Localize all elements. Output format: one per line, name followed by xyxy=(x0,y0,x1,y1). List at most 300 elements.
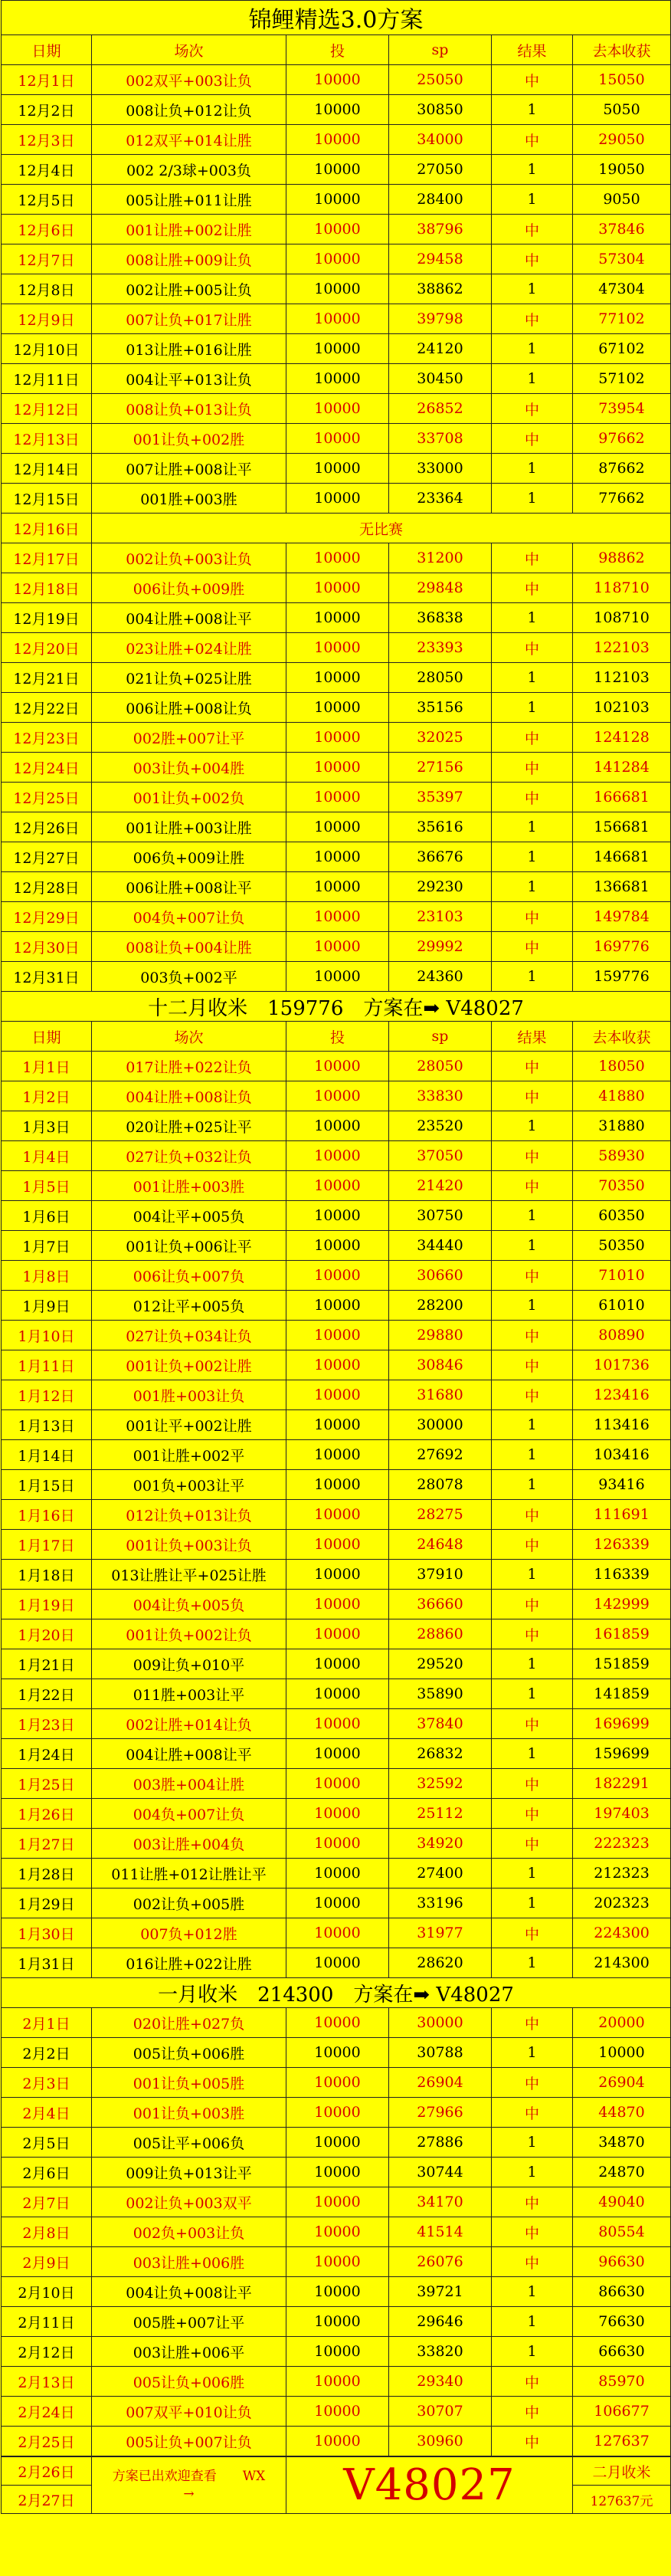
match-cell: 012让负+013让负 xyxy=(92,1500,286,1530)
gain-cell: 141284 xyxy=(573,753,671,783)
result-cell: 1 xyxy=(492,1859,573,1889)
date-cell: 1月28日 xyxy=(2,1859,92,1889)
gain-cell: 169699 xyxy=(573,1709,671,1739)
date-cell: 2月10日 xyxy=(2,2277,92,2307)
sp-cell: 30000 xyxy=(389,2008,492,2038)
result-cell: 中 xyxy=(492,215,573,244)
bet-cell: 10000 xyxy=(286,1440,389,1470)
date-cell: 12月20日 xyxy=(2,633,92,663)
bet-cell: 10000 xyxy=(286,334,389,364)
date-cell: 1月4日 xyxy=(2,1141,92,1171)
result-cell: 1 xyxy=(492,663,573,693)
result-cell: 中 xyxy=(492,2367,573,2397)
results-table xyxy=(1,0,671,2456)
date-cell: 1月30日 xyxy=(2,1918,92,1948)
results-sheet xyxy=(1,0,670,2514)
sp-cell: 35397 xyxy=(389,783,492,812)
bet-cell: 10000 xyxy=(286,2217,389,2247)
gain-cell: 77662 xyxy=(573,484,671,514)
result-cell: 1 xyxy=(492,1291,573,1321)
sp-cell: 30744 xyxy=(389,2158,492,2187)
sp-cell: 29848 xyxy=(389,573,492,603)
sp-cell: 33196 xyxy=(389,1889,492,1918)
result-cell: 中 xyxy=(492,304,573,334)
bet-cell: 10000 xyxy=(286,1231,389,1261)
bet-cell: 10000 xyxy=(286,1889,389,1918)
match-cell: 004负+007让负 xyxy=(92,1799,286,1829)
gain-cell: 101736 xyxy=(573,1350,671,1380)
match-cell: 001让负+003让负 xyxy=(92,1530,286,1560)
gain-cell: 80554 xyxy=(573,2217,671,2247)
result-cell: 1 xyxy=(492,2277,573,2307)
bet-cell: 10000 xyxy=(286,1560,389,1590)
match-cell: 007双平+010让负 xyxy=(92,2397,286,2427)
match-cell: 007让负+017让胜 xyxy=(92,304,286,334)
gain-cell: 10000 xyxy=(573,2038,671,2068)
table-row xyxy=(2,1171,671,1201)
date-cell: 12月16日 xyxy=(2,514,92,543)
bet-cell: 10000 xyxy=(286,812,389,842)
gain-cell: 73954 xyxy=(573,394,671,424)
gain-cell: 166681 xyxy=(573,783,671,812)
sp-cell: 32025 xyxy=(389,723,492,753)
match-cell: 006让负+007负 xyxy=(92,1261,286,1291)
footer-notice xyxy=(92,2457,286,2514)
table-row xyxy=(2,215,671,244)
gain-cell: 98862 xyxy=(573,543,671,573)
bet-cell: 10000 xyxy=(286,2367,389,2397)
table-row xyxy=(2,364,671,394)
sp-cell: 30707 xyxy=(389,2397,492,2427)
match-cell: 006负+009让胜 xyxy=(92,842,286,872)
gain-cell: 124128 xyxy=(573,723,671,753)
sp-cell: 30850 xyxy=(389,95,492,125)
gain-cell: 58930 xyxy=(573,1141,671,1171)
bet-cell: 10000 xyxy=(286,872,389,902)
date-cell: 1月23日 xyxy=(2,1709,92,1739)
bet-cell: 10000 xyxy=(286,2337,389,2367)
result-cell: 1 xyxy=(492,2158,573,2187)
date-cell: 1月21日 xyxy=(2,1649,92,1679)
gain-cell: 5050 xyxy=(573,95,671,125)
match-cell: 004让胜+008让平 xyxy=(92,1739,286,1769)
date-cell: 2月4日 xyxy=(2,2098,92,2128)
date-cell: 12月24日 xyxy=(2,753,92,783)
bet-cell: 10000 xyxy=(286,1918,389,1948)
gain-cell: 31880 xyxy=(573,1111,671,1141)
gain-cell: 41880 xyxy=(573,1081,671,1111)
result-cell: 中 xyxy=(492,2068,573,2098)
match-cell: 003负+002平 xyxy=(92,962,286,992)
gain-cell: 111691 xyxy=(573,1500,671,1530)
gain-cell: 50350 xyxy=(573,1231,671,1261)
page-title: 锦鲤精选3.0方案 xyxy=(2,1,671,35)
table-row xyxy=(2,723,671,753)
result-cell: 1 xyxy=(492,872,573,902)
sp-cell: 33820 xyxy=(389,2337,492,2367)
sp-cell: 26852 xyxy=(389,394,492,424)
bet-cell: 10000 xyxy=(286,2277,389,2307)
bet-cell: 10000 xyxy=(286,2158,389,2187)
gain-cell: 127637 xyxy=(573,2427,671,2456)
gain-cell: 19050 xyxy=(573,155,671,185)
date-cell: 1月18日 xyxy=(2,1560,92,1590)
bet-cell: 10000 xyxy=(286,1500,389,1530)
date-cell: 12月3日 xyxy=(2,125,92,155)
table-row xyxy=(2,1889,671,1918)
bet-cell: 10000 xyxy=(286,783,389,812)
result-cell: 1 xyxy=(492,693,573,723)
sp-cell: 27886 xyxy=(389,2128,492,2158)
sp-cell: 34000 xyxy=(389,125,492,155)
table-row xyxy=(2,2187,671,2217)
result-cell: 中 xyxy=(492,753,573,783)
table-row xyxy=(2,753,671,783)
bet-cell: 10000 xyxy=(286,962,389,992)
table-row xyxy=(2,1291,671,1321)
match-cell: 001让负+006让平 xyxy=(92,1231,286,1261)
match-cell: 005让负+006胜 xyxy=(92,2367,286,2397)
result-cell: 中 xyxy=(492,2427,573,2456)
table-row xyxy=(2,424,671,454)
column-header: sp xyxy=(389,1022,492,1052)
gain-cell: 159776 xyxy=(573,962,671,992)
sp-cell: 33708 xyxy=(389,424,492,454)
sp-cell: 28275 xyxy=(389,1500,492,1530)
match-cell: 001让负+002负 xyxy=(92,783,286,812)
gain-cell: 18050 xyxy=(573,1052,671,1081)
result-cell: 中 xyxy=(492,723,573,753)
bet-cell: 10000 xyxy=(286,155,389,185)
match-cell: 008让负+004让胜 xyxy=(92,932,286,962)
match-cell: 006让负+009胜 xyxy=(92,573,286,603)
column-header: 日期 xyxy=(2,1022,92,1052)
sp-cell: 26076 xyxy=(389,2247,492,2277)
arrow-icon: → xyxy=(183,2486,195,2502)
bet-cell: 10000 xyxy=(286,304,389,334)
date-cell: 2月5日 xyxy=(2,2128,92,2158)
bet-cell: 10000 xyxy=(286,65,389,95)
gain-cell: 15050 xyxy=(573,65,671,95)
match-cell: 004让胜+008让平 xyxy=(92,603,286,633)
bet-cell: 10000 xyxy=(286,394,389,424)
bet-cell: 10000 xyxy=(286,2008,389,2038)
match-cell: 008让负+013让负 xyxy=(92,394,286,424)
match-cell: 012让平+005负 xyxy=(92,1291,286,1321)
match-cell: 008让负+012让负 xyxy=(92,95,286,125)
date-cell: 1月27日 xyxy=(2,1829,92,1859)
match-cell: 001让胜+003让胜 xyxy=(92,812,286,842)
match-cell: 020让胜+025让平 xyxy=(92,1111,286,1141)
match-cell: 012双平+014让胜 xyxy=(92,125,286,155)
table-row xyxy=(2,1619,671,1649)
date-cell: 1月6日 xyxy=(2,1201,92,1231)
match-cell: 001让负+005胜 xyxy=(92,2068,286,2098)
gain-cell: 71010 xyxy=(573,1261,671,1291)
result-cell: 1 xyxy=(492,1948,573,1978)
match-cell: 001胜+003让负 xyxy=(92,1380,286,1410)
bet-cell: 10000 xyxy=(286,274,389,304)
date-cell: 12月19日 xyxy=(2,603,92,633)
gain-cell: 118710 xyxy=(573,573,671,603)
match-cell: 003胜+004让胜 xyxy=(92,1769,286,1799)
bet-cell: 10000 xyxy=(286,215,389,244)
table-row xyxy=(2,1321,671,1350)
match-cell: 020让胜+027负 xyxy=(92,2008,286,2038)
date-cell: 1月5日 xyxy=(2,1171,92,1201)
table-row xyxy=(2,573,671,603)
sp-cell: 29458 xyxy=(389,244,492,274)
gain-cell: 122103 xyxy=(573,633,671,663)
bet-cell: 10000 xyxy=(286,1769,389,1799)
table-row xyxy=(2,1829,671,1859)
sp-cell: 30846 xyxy=(389,1350,492,1380)
table-row xyxy=(2,2247,671,2277)
sp-cell: 28050 xyxy=(389,663,492,693)
match-cell: 005让负+007让负 xyxy=(92,2427,286,2456)
date-cell: 2月12日 xyxy=(2,2337,92,2367)
gain-cell: 24870 xyxy=(573,2158,671,2187)
sp-cell: 37050 xyxy=(389,1141,492,1171)
result-cell: 中 xyxy=(492,394,573,424)
table-row xyxy=(2,842,671,872)
table-row xyxy=(2,2397,671,2427)
date-cell: 1月9日 xyxy=(2,1291,92,1321)
bet-cell: 10000 xyxy=(286,1291,389,1321)
sp-cell: 25112 xyxy=(389,1799,492,1829)
sp-cell: 28620 xyxy=(389,1948,492,1978)
match-cell: 027让负+034让负 xyxy=(92,1321,286,1350)
date-cell: 12月30日 xyxy=(2,932,92,962)
sp-cell: 38796 xyxy=(389,215,492,244)
sp-cell: 30788 xyxy=(389,2038,492,2068)
bet-cell: 10000 xyxy=(286,1350,389,1380)
match-cell: 005让负+006胜 xyxy=(92,2038,286,2068)
result-cell: 中 xyxy=(492,1141,573,1171)
wx-id: V48027 xyxy=(286,2457,573,2514)
sp-cell: 23103 xyxy=(389,902,492,932)
date-cell: 1月22日 xyxy=(2,1679,92,1709)
column-header: 投 xyxy=(286,1022,389,1052)
gain-cell: 126339 xyxy=(573,1530,671,1560)
date-cell: 1月29日 xyxy=(2,1889,92,1918)
match-cell: 004让负+008让平 xyxy=(92,2277,286,2307)
match-cell: 005让平+006负 xyxy=(92,2128,286,2158)
result-cell: 中 xyxy=(492,1171,573,1201)
date-cell: 12月26日 xyxy=(2,812,92,842)
result-cell: 1 xyxy=(492,1440,573,1470)
date-cell: 2月9日 xyxy=(2,2247,92,2277)
sp-cell: 36660 xyxy=(389,1590,492,1619)
date-cell: 1月10日 xyxy=(2,1321,92,1350)
table-row xyxy=(2,185,671,215)
bet-cell: 10000 xyxy=(286,95,389,125)
date-cell: 12月27日 xyxy=(2,842,92,872)
table-row xyxy=(2,1201,671,1231)
table-row xyxy=(2,1440,671,1470)
match-cell: 001让平+002让胜 xyxy=(92,1410,286,1440)
bet-cell: 10000 xyxy=(286,1261,389,1291)
result-cell: 中 xyxy=(492,65,573,95)
match-cell: 003让胜+006平 xyxy=(92,2337,286,2367)
match-cell: 001让负+002让负 xyxy=(92,1619,286,1649)
sp-cell: 28050 xyxy=(389,1052,492,1081)
bet-cell: 10000 xyxy=(286,1410,389,1440)
table-row xyxy=(2,1350,671,1380)
no-match-cell: 无比赛 xyxy=(92,514,671,543)
result-cell: 1 xyxy=(492,1649,573,1679)
sp-cell: 25050 xyxy=(389,65,492,95)
sp-cell: 39798 xyxy=(389,304,492,334)
result-cell: 中 xyxy=(492,1769,573,1799)
gain-cell: 103416 xyxy=(573,1440,671,1470)
table-row xyxy=(2,1231,671,1261)
result-cell: 1 xyxy=(492,962,573,992)
result-cell: 中 xyxy=(492,1261,573,1291)
match-cell: 005胜+007让平 xyxy=(92,2307,286,2337)
table-row xyxy=(2,65,671,95)
date-cell: 12月18日 xyxy=(2,573,92,603)
column-header: 场次 xyxy=(92,1022,286,1052)
date-cell: 1月16日 xyxy=(2,1500,92,1530)
match-cell: 001负+003让平 xyxy=(92,1470,286,1500)
table-row xyxy=(2,2337,671,2367)
match-cell: 002让负+003双平 xyxy=(92,2187,286,2217)
bet-cell: 10000 xyxy=(286,1470,389,1500)
gain-cell: 57102 xyxy=(573,364,671,394)
date-cell: 1月17日 xyxy=(2,1530,92,1560)
gain-cell: 202323 xyxy=(573,1889,671,1918)
table-row xyxy=(2,633,671,663)
gain-cell: 26904 xyxy=(573,2068,671,2098)
month-summary: 十二月收米 159776 方案在➡ V48027 xyxy=(2,992,671,1022)
match-cell: 008让胜+009让负 xyxy=(92,244,286,274)
table-row xyxy=(2,1679,671,1709)
date-cell: 12月9日 xyxy=(2,304,92,334)
date-cell: 1月19日 xyxy=(2,1590,92,1619)
sp-cell: 29230 xyxy=(389,872,492,902)
match-cell: 011让胜+012让胜让平 xyxy=(92,1859,286,1889)
result-cell: 1 xyxy=(492,603,573,633)
sp-cell: 35156 xyxy=(389,693,492,723)
bet-cell: 10000 xyxy=(286,484,389,514)
table-row xyxy=(2,155,671,185)
sp-cell: 30750 xyxy=(389,1201,492,1231)
sp-cell: 27156 xyxy=(389,753,492,783)
bet-cell: 10000 xyxy=(286,2187,389,2217)
table-row xyxy=(2,454,671,484)
match-cell: 002负+003让负 xyxy=(92,2217,286,2247)
sp-cell: 29646 xyxy=(389,2307,492,2337)
table-row xyxy=(2,125,671,155)
date-cell: 2月3日 xyxy=(2,2068,92,2098)
date-cell: 12月13日 xyxy=(2,424,92,454)
table-row xyxy=(2,1948,671,1978)
sp-cell: 35616 xyxy=(389,812,492,842)
table-row xyxy=(2,1141,671,1171)
match-cell: 002让胜+005让负 xyxy=(92,274,286,304)
bet-cell: 10000 xyxy=(286,2038,389,2068)
gain-cell: 197403 xyxy=(573,1799,671,1829)
date-cell: 12月2日 xyxy=(2,95,92,125)
date-cell: 2月1日 xyxy=(2,2008,92,2038)
date-cell: 12月6日 xyxy=(2,215,92,244)
gain-cell: 80890 xyxy=(573,1321,671,1350)
match-cell: 023让胜+024让胜 xyxy=(92,633,286,663)
match-cell: 007负+012胜 xyxy=(92,1918,286,1948)
match-cell: 016让胜+022让胜 xyxy=(92,1948,286,1978)
gain-cell: 102103 xyxy=(573,693,671,723)
table-row xyxy=(2,2427,671,2456)
date-cell: 12月14日 xyxy=(2,454,92,484)
column-header: sp xyxy=(389,35,492,65)
table-row xyxy=(2,872,671,902)
bet-cell: 10000 xyxy=(286,1799,389,1829)
date-cell: 2月25日 xyxy=(2,2427,92,2456)
sp-cell: 28400 xyxy=(389,185,492,215)
result-cell: 中 xyxy=(492,125,573,155)
gain-cell: 85970 xyxy=(573,2367,671,2397)
result-cell: 中 xyxy=(492,633,573,663)
gain-cell: 106677 xyxy=(573,2397,671,2427)
result-cell: 1 xyxy=(492,484,573,514)
date-cell: 2月13日 xyxy=(2,2367,92,2397)
table-row xyxy=(2,2217,671,2247)
date-cell: 12月10日 xyxy=(2,334,92,364)
sp-cell: 28078 xyxy=(389,1470,492,1500)
table-row xyxy=(2,2158,671,2187)
table-row xyxy=(2,2128,671,2158)
gain-cell: 149784 xyxy=(573,902,671,932)
bet-cell: 10000 xyxy=(286,1171,389,1201)
bet-cell: 10000 xyxy=(286,693,389,723)
gain-cell: 70350 xyxy=(573,1171,671,1201)
gain-cell: 151859 xyxy=(573,1649,671,1679)
date-cell: 1月15日 xyxy=(2,1470,92,1500)
match-cell: 002让负+003让负 xyxy=(92,543,286,573)
sp-cell: 34170 xyxy=(389,2187,492,2217)
date-cell: 1月26日 xyxy=(2,1799,92,1829)
gain-cell: 9050 xyxy=(573,185,671,215)
sp-cell: 39721 xyxy=(389,2277,492,2307)
table-row xyxy=(2,1081,671,1111)
result-cell: 中 xyxy=(492,244,573,274)
match-cell: 001让负+002胜 xyxy=(92,424,286,454)
result-cell: 1 xyxy=(492,2128,573,2158)
table-row xyxy=(2,812,671,842)
table-row xyxy=(2,1380,671,1410)
match-cell: 003让负+004胜 xyxy=(92,753,286,783)
date-cell: 1月13日 xyxy=(2,1410,92,1440)
date-cell: 12月31日 xyxy=(2,962,92,992)
match-cell: 013让胜让平+025让胜 xyxy=(92,1560,286,1590)
date-cell: 1月3日 xyxy=(2,1111,92,1141)
result-cell: 1 xyxy=(492,364,573,394)
table-row xyxy=(2,334,671,364)
month-summary: 一月收米 214300 方案在➡ V48027 xyxy=(2,1978,671,2008)
gain-cell: 67102 xyxy=(573,334,671,364)
table-row xyxy=(2,244,671,274)
table-row xyxy=(2,1500,671,1530)
sp-cell: 28200 xyxy=(389,1291,492,1321)
date-cell: 12月25日 xyxy=(2,783,92,812)
date-cell: 1月25日 xyxy=(2,1769,92,1799)
table-row xyxy=(2,1739,671,1769)
result-cell: 1 xyxy=(492,274,573,304)
bet-cell: 10000 xyxy=(286,633,389,663)
result-cell: 中 xyxy=(492,932,573,962)
gain-cell: 141859 xyxy=(573,1679,671,1709)
